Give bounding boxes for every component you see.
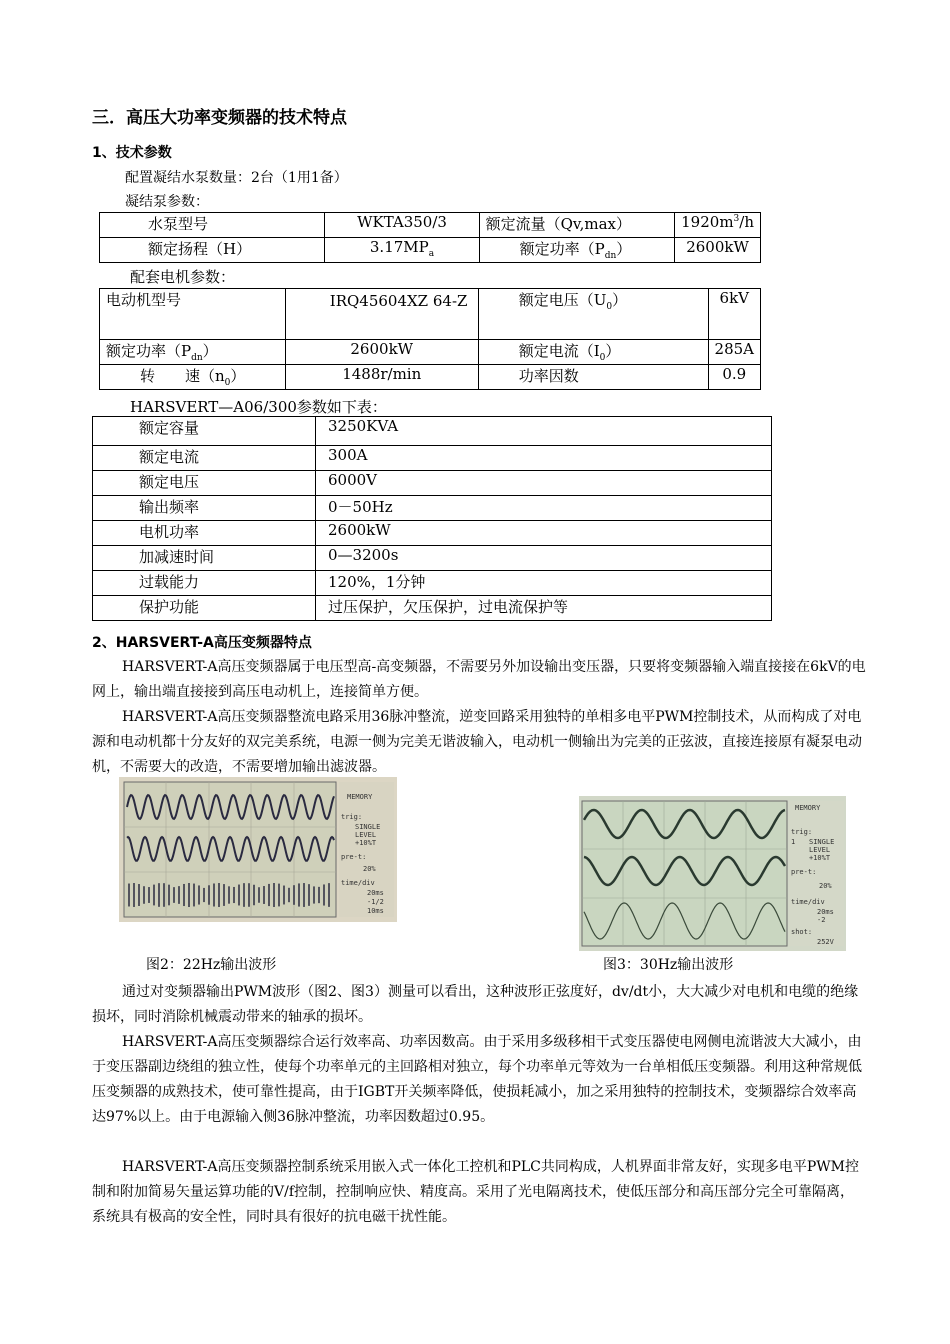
pump-params-label: 凝结泵参数： bbox=[125, 194, 209, 210]
table-row bbox=[100, 365, 761, 390]
table-row bbox=[93, 496, 772, 521]
scope-label: time/div bbox=[341, 879, 375, 887]
table-row bbox=[100, 213, 761, 238]
table-cell: 0—3200s bbox=[316, 546, 772, 571]
table-row bbox=[93, 596, 772, 621]
table-cell: 额定功率$(P_{dn})$ bbox=[100, 340, 286, 365]
table-cell: $3.17MP_a$ bbox=[325, 238, 479, 263]
scope-label: +10%T bbox=[355, 839, 377, 847]
table-row bbox=[93, 546, 772, 571]
table-cell: 3250KVA bbox=[316, 417, 772, 446]
table-cell: 6000V bbox=[316, 471, 772, 496]
scope-label: pre-t: bbox=[791, 868, 817, 876]
table-cell: $1920m^3/h$ bbox=[675, 213, 761, 238]
table-cell: 285A bbox=[708, 340, 760, 365]
table-cell: 额定电压$(U_0)$ bbox=[478, 289, 708, 340]
table-row bbox=[93, 571, 772, 596]
table-cell: 2600kW bbox=[316, 521, 772, 546]
motor-table bbox=[99, 288, 761, 390]
scope-label: SINGLE bbox=[809, 838, 835, 846]
figure-22hz-waveform bbox=[119, 777, 397, 922]
harsvert-table bbox=[92, 416, 772, 621]
scope-label: 20% bbox=[819, 882, 832, 890]
table-cell: 转 速$(n_0)$ bbox=[100, 365, 286, 390]
table-cell: 过压保护，欠压保护，过电流保护等 bbox=[316, 596, 772, 621]
table-cell: 0－50Hz bbox=[316, 496, 772, 521]
table-cell: 功率因数 bbox=[478, 365, 708, 390]
table-row bbox=[93, 446, 772, 471]
scope-label: SINGLE bbox=[355, 823, 381, 831]
subsection-features: 2、HARSVERT-A高压变频器特点 bbox=[92, 635, 312, 651]
table-cell: 水泵型号 bbox=[100, 213, 325, 238]
scope-label: -1/2 bbox=[367, 898, 384, 906]
scope-label: LEVEL bbox=[809, 846, 831, 854]
table-cell: 1488r/min bbox=[285, 365, 478, 390]
table-cell: WKTA350/3 bbox=[325, 213, 479, 238]
table-row bbox=[93, 521, 772, 546]
table-cell: IRQ45604XZ 64-Z bbox=[285, 289, 478, 340]
table-row bbox=[93, 417, 772, 446]
table-cell: 6kV bbox=[708, 289, 760, 340]
table-cell: 额定功率$(P_{dn})$ bbox=[479, 238, 675, 263]
table-cell: 电动机型号 bbox=[100, 289, 286, 340]
scope-label: +10%T bbox=[809, 854, 831, 862]
table-cell: 额定容量 bbox=[93, 417, 316, 446]
oscilloscope-plot bbox=[119, 777, 397, 922]
table-cell: 120%，1分钟 bbox=[316, 571, 772, 596]
table-cell: 2600kW bbox=[285, 340, 478, 365]
subsection-technical-params: 1、技术参数 bbox=[92, 145, 172, 161]
table-cell: 0.9 bbox=[708, 365, 760, 390]
scope-label: trig: bbox=[791, 828, 813, 836]
table-cell: 输出频率 bbox=[93, 496, 316, 521]
table-cell: 300A bbox=[316, 446, 772, 471]
scope-label: shot: bbox=[791, 928, 813, 936]
paragraph: 通过对变频器输出PWM波形（图2、图3）测量可以看出，这种波形正弦度好，dv/dt小，大大减少对电机和电缆的绝缘损坏，同时消除机械震动带来的轴承的损坏。 bbox=[92, 984, 859, 1025]
harsvert-label: HARSVERT—A06/300参数如下表： bbox=[130, 398, 387, 416]
figure-caption: 图2：22Hz输出波形 bbox=[146, 957, 277, 973]
motor-params-label: 配套电机参数： bbox=[130, 268, 236, 286]
table-cell: 额定电流$(I_0)$ bbox=[478, 340, 708, 365]
table-cell: 额定流量（Qv,max） bbox=[479, 213, 675, 238]
paragraph: HARSVERT-A高压变频器属于电压型高-高变频器，不需要另外加设输出变压器，只要将变频器输入端直接接在6kV的电网上，输出端直接接到高压电动机上，连接简单方便。 bbox=[92, 659, 866, 700]
table-row bbox=[100, 340, 761, 365]
table-cell: 电机功率 bbox=[93, 521, 316, 546]
scope-label: 20% bbox=[363, 865, 376, 873]
scope-label: -2 bbox=[817, 916, 826, 924]
paragraph: HARSVERT-A高压变频器综合运行效率高、功率因数高。由于采用多级移相干式变压器使电网侧电流谐波大大减小，由于变压器副边绕组的独立性，使每个功率单元的主回路相对独立，每个功率单元等效为一台单相低压变频器。利用这种常规低压变频器的成熟技术，使可靠性提高，由于IGBT开关频率降低，使损耗减小，加之采用独特的控制技术，变频器综合效率高达97%以上。由于电源输入侧36脉冲整流，功率因数超过0.95。 bbox=[92, 1034, 862, 1125]
scope-label: 20ms bbox=[817, 908, 834, 916]
scope-label: time/div bbox=[791, 898, 825, 906]
paragraph: HARSVERT-A高压变频器整流电路采用36脉冲整流，逆变回路采用独特的单相多电平PWM控制技术，从而构成了对电源和电动机都十分友好的双完美系统，电源一侧为完美无谐波输入，电动机一侧输出为完美的正弦波，直接连接原有凝泵电动机，不需要大的改造，不需要增加输出滤波器。 bbox=[92, 709, 862, 775]
table-cell: 过载能力 bbox=[93, 571, 316, 596]
table-cell: 额定电流 bbox=[93, 446, 316, 471]
table-cell: 额定电压 bbox=[93, 471, 316, 496]
scope-label: MEMORY bbox=[347, 793, 373, 801]
table-cell: 额定扬程（H） bbox=[100, 238, 325, 263]
table-row bbox=[93, 471, 772, 496]
scope-label: LEVEL bbox=[355, 831, 377, 839]
table-row bbox=[100, 289, 761, 340]
pump-table bbox=[99, 212, 761, 263]
table-cell: 加减速时间 bbox=[93, 546, 316, 571]
pump-count-text: 配置凝结水泵数量：2台（1用1备） bbox=[125, 170, 348, 186]
figure-30hz-waveform bbox=[579, 796, 846, 951]
scope-label: pre-t: bbox=[341, 853, 367, 861]
table-cell: 2600kW bbox=[675, 238, 761, 263]
figure-caption: 图3：30Hz输出波形 bbox=[603, 957, 734, 973]
scope-label: 10ms bbox=[367, 907, 384, 915]
section-title: 三．高压大功率变频器的技术特点 bbox=[92, 108, 347, 128]
scope-label: trig: bbox=[341, 813, 363, 821]
scope-label: 252V bbox=[817, 938, 834, 946]
scope-label: MEMORY bbox=[795, 804, 821, 812]
oscilloscope-plot bbox=[579, 796, 846, 951]
scope-label: 20ms bbox=[367, 889, 384, 897]
paragraph: HARSVERT-A高压变频器控制系统采用嵌入式一体化工控机和PLC共同构成，人机界面非常友好，实现多电平PWM控制和附加简易矢量运算功能的V/f控制，控制响应快、精度高。采用了光电隔离技术，使低压部分和高压部分完全可靠隔离，系统具有极高的安全性，同时具有很好的抗电磁干扰性能。 bbox=[92, 1159, 860, 1225]
table-cell: 保护功能 bbox=[93, 596, 316, 621]
table-row bbox=[100, 238, 761, 263]
scope-label: 1 bbox=[791, 838, 796, 846]
